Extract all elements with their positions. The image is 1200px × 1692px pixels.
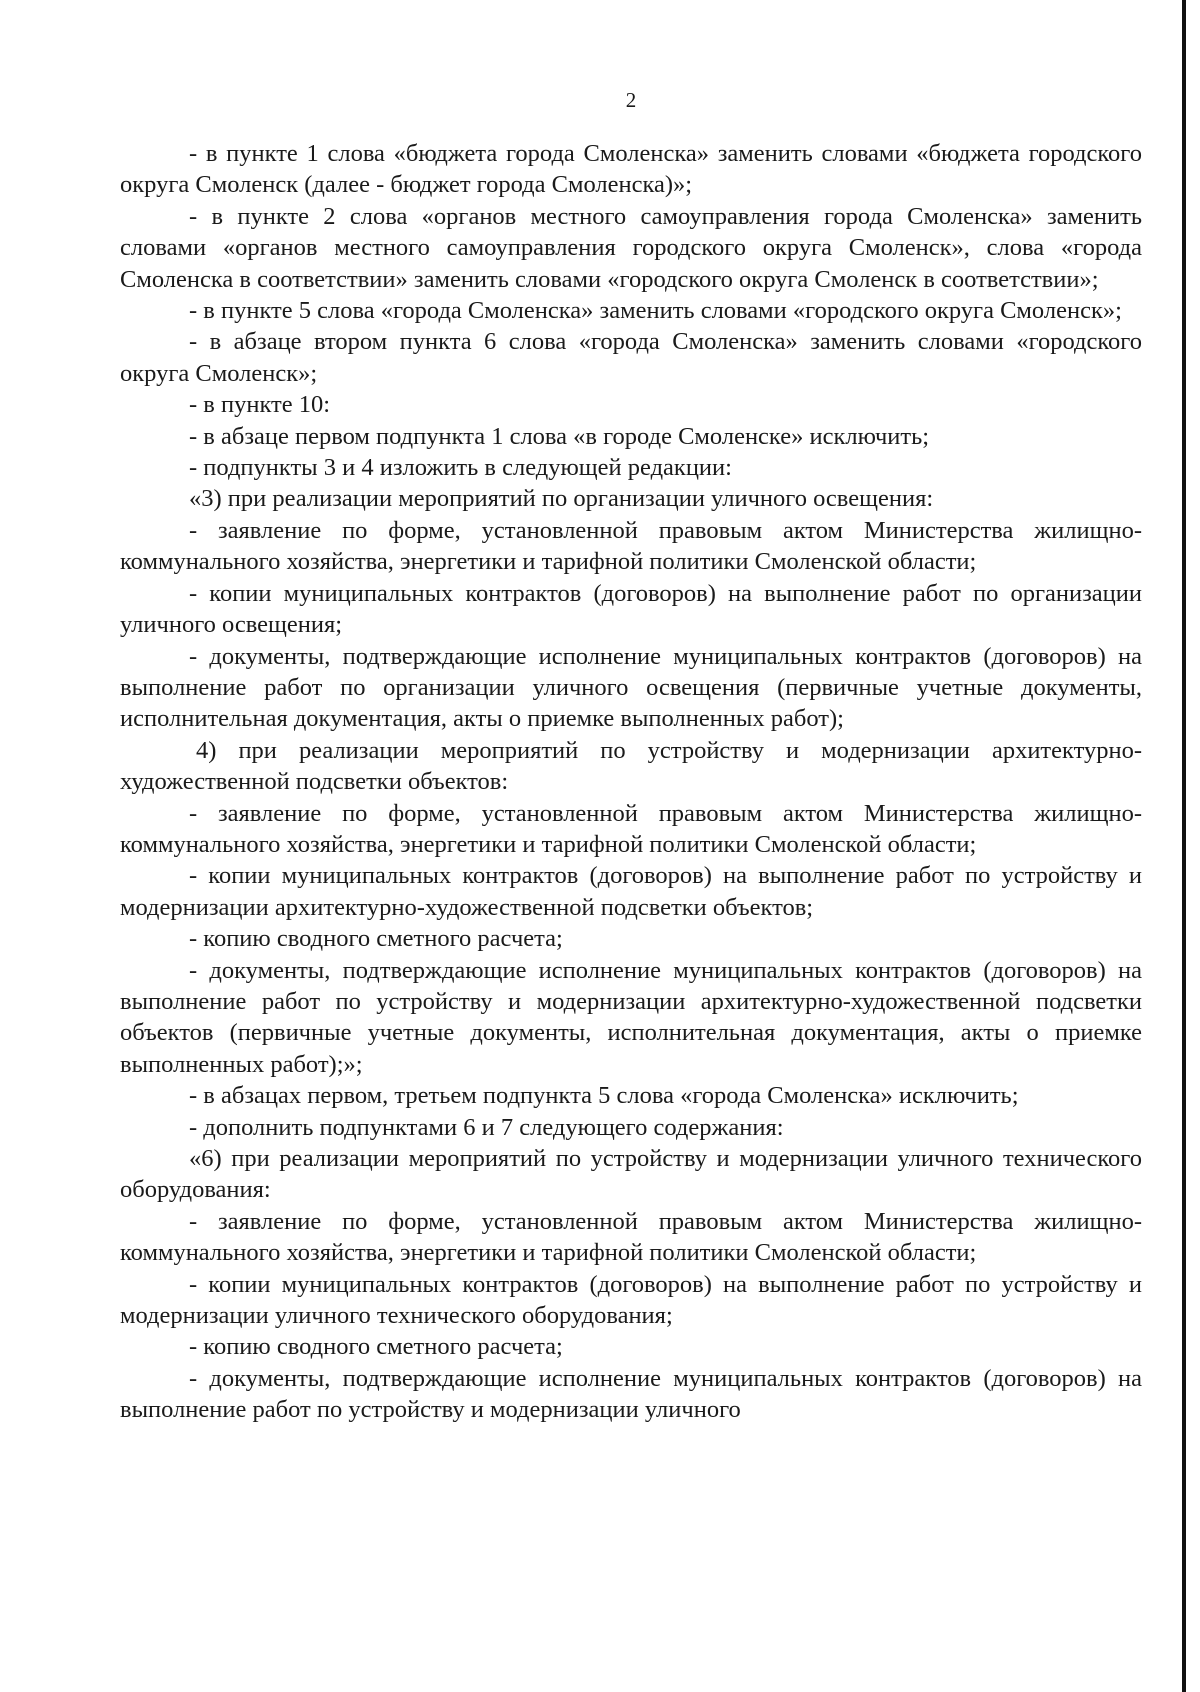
paragraph: - документы, подтверждающие исполнение муниципальных контрактов (договоров) на выполнение работ по устройству и модернизации архитектурно-художественной подсветки объектов (первичные учетные документы, исполнительная документация, акты о приемке выполненных работ);»; bbox=[120, 956, 1142, 1078]
paragraph: 4) при реализации мероприятий по устройству и модернизации архитектурно-художественной подсветки объектов: bbox=[120, 736, 1142, 796]
paragraph: - в пункте 5 слова «города Смоленска» заменить словами «городского округа Смоленск»; bbox=[189, 297, 1122, 325]
paragraph: «6) при реализации мероприятий по устройству и модернизации уличного технического оборудования: bbox=[120, 1145, 1142, 1204]
paragraph: «3) при реализации мероприятий по организации уличного освещения: bbox=[189, 485, 934, 513]
scan-border bbox=[1182, 0, 1186, 1692]
paragraph: - заявление по форме, установленной правовым актом Министерства жилищно-коммунального хозяйства, энергетики и тарифной политики Смоленской области; bbox=[120, 799, 1142, 858]
paragraph: - в пункте 2 слова «органов местного самоуправления города Смоленска» заменить словами «органов местного самоуправления городского округа Смоленск», слова «города Смоленска в соответствии» заменить словами «городского округа Смоленск в соответствии»; bbox=[120, 202, 1142, 293]
paragraph: - заявление по форме, установленной правовым актом Министерства жилищно-коммунального хозяйства, энергетики и тарифной политики Смоленской области; bbox=[120, 1207, 1142, 1267]
paragraph: - копии муниципальных контрактов (договоров) на выполнение работ по организации уличного освещения; bbox=[120, 579, 1142, 639]
paragraph: - копию сводного сметного расчета; bbox=[189, 925, 563, 953]
paragraph: - копию сводного сметного расчета; bbox=[189, 1333, 563, 1361]
paragraph: - в абзацах первом, третьем подпункта 5 слова «города Смоленска» исключить; bbox=[189, 1082, 1019, 1110]
paragraph: - в пункте 10: bbox=[189, 391, 331, 419]
paragraph: - в абзаце первом подпункта 1 слова «в городе Смоленске» исключить; bbox=[189, 422, 930, 450]
document-body bbox=[120, 138, 1142, 1426]
paragraph: - копии муниципальных контрактов (договоров) на выполнение работ по устройству и модернизации уличного технического оборудования; bbox=[120, 1270, 1142, 1330]
paragraph: - документы, подтверждающие исполнение муниципальных контрактов (договоров) на выполнение работ по организации уличного освещения (первичные учетные документы, исполнительная документация, акты о приемке выполненных работ); bbox=[120, 642, 1142, 733]
paragraph: - копии муниципальных контрактов (договоров) на выполнение работ по устройству и модернизации архитектурно-художественной подсветки объектов; bbox=[120, 862, 1142, 921]
paragraph: - документы, подтверждающие исполнение муниципальных контрактов (договоров) на выполнение работ по устройству и модернизации уличного bbox=[120, 1364, 1142, 1424]
paragraph: - заявление по форме, установленной правовым актом Министерства жилищно-коммунального хозяйства, энергетики и тарифной политики Смоленской области; bbox=[120, 516, 1142, 576]
paragraph: - подпункты 3 и 4 изложить в следующей редакции: bbox=[189, 454, 732, 482]
paragraph: - в абзаце втором пункта 6 слова «города Смоленска» заменить словами «городского округа Смоленск»; bbox=[120, 328, 1142, 387]
paragraph: - дополнить подпунктами 6 и 7 следующего содержания: bbox=[189, 1113, 784, 1141]
page-number: 2 bbox=[625, 88, 637, 112]
paragraph: - в пункте 1 слова «бюджета города Смоленска» заменить словами «бюджета городского округа Смоленск (далее - бюджет города Смоленска)»; bbox=[120, 140, 1142, 199]
